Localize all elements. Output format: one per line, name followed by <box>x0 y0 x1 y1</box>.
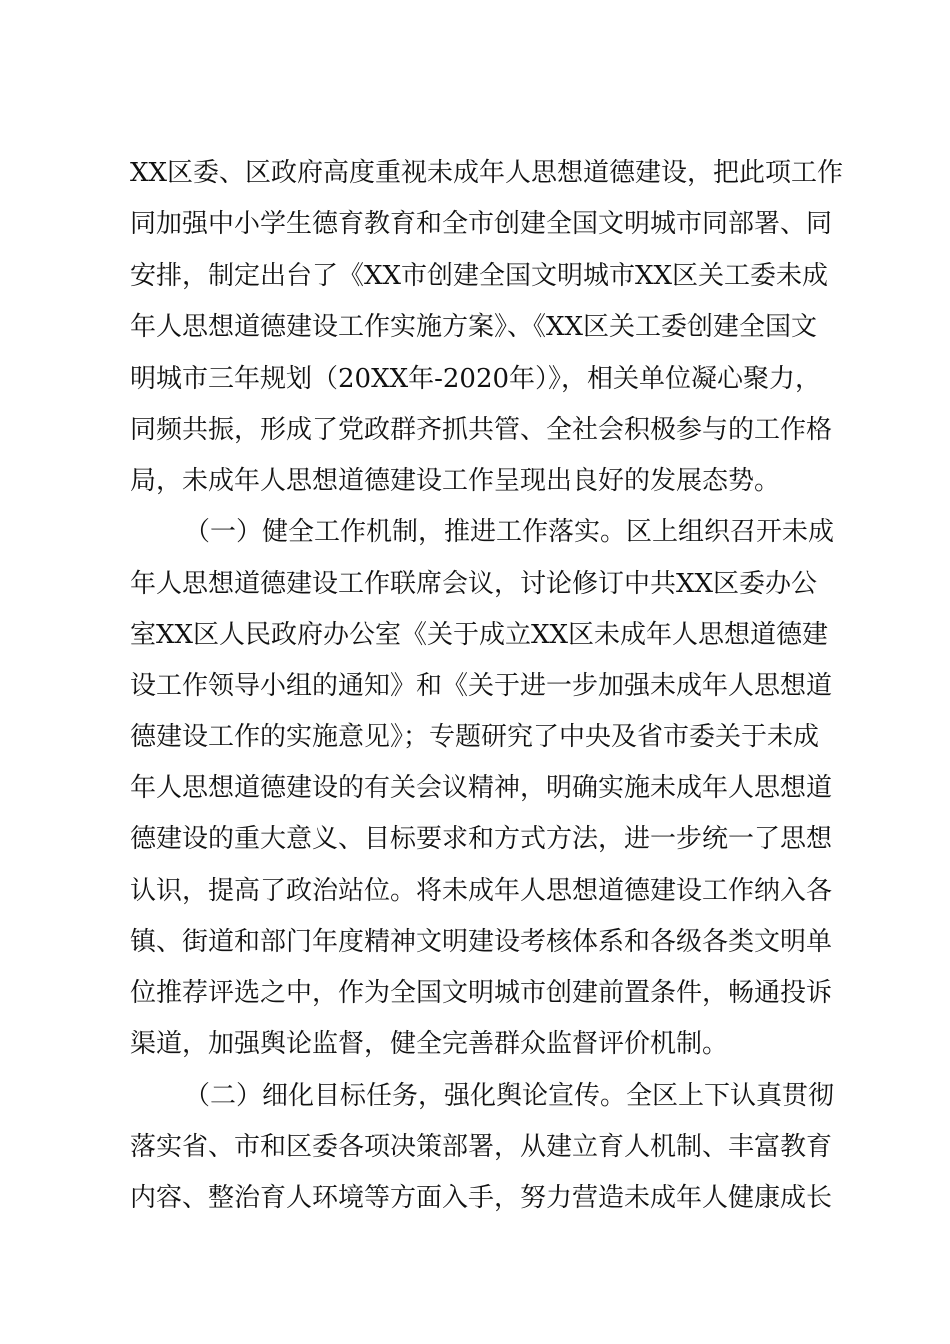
paragraph-2-line-5: 德建设工作的实施意见》；专题研究了中央及省市委关于未成 <box>130 722 820 752</box>
paragraph-1-line-4: 年人思想道德建设工作实施方案》、《XX区关工委创建全国文 <box>130 312 818 342</box>
paragraph-2-line-10: 位推荐评选之中，作为全国文明城市创建前置条件，畅通投诉 <box>130 978 833 1008</box>
paragraph-1-line-1: XX区委、区政府高度重视未成年人思想道德建设，把此项工作 <box>130 158 844 188</box>
paragraph-1-line-3: 安排，制定出台了《XX市创建全国文明城市XX区关工委未成 <box>130 261 829 291</box>
paragraph-2-line-9: 镇、街道和部门年度精神文明建设考核体系和各级各类文明单 <box>130 927 833 957</box>
paragraph-2-line-4: 设工作领导小组的通知》和《关于进一步加强未成年人思想道 <box>130 671 833 701</box>
paragraph-1-line-5: 明城市三年规划（20XX年-2020年）》，相关单位凝心聚力， <box>130 364 822 394</box>
paragraph-3-line-2: 落实省、市和区委各项决策部署，从建立育人机制、丰富教育 <box>130 1132 833 1162</box>
paragraph-3-line-1: （二）细化目标任务，强化舆论宣传。全区上下认真贯彻 <box>184 1081 835 1111</box>
paragraph-3-line-3: 内容、整治育人环境等方面入手，努力营造未成年人健康成长 <box>130 1183 833 1213</box>
paragraph-1-line-6: 同频共振，形成了党政群齐抓共管、全社会积极参与的工作格 <box>130 415 833 445</box>
paragraph-2-line-11: 渠道，加强舆论监督，健全完善群众监督评价机制。 <box>130 1029 729 1059</box>
paragraph-2-line-1: （一）健全工作机制，推进工作落实。区上组织召开未成 <box>184 517 835 547</box>
paragraph-2-line-8: 认识，提高了政治站位。将未成年人思想道德建设工作纳入各 <box>130 876 833 906</box>
paragraph-1-line-2: 同加强中小学生德育教育和全市创建全国文明城市同部署、同 <box>130 209 833 239</box>
paragraph-2-line-7: 德建设的重大意义、目标要求和方式方法，进一步统一了思想 <box>130 824 833 854</box>
paragraph-2-line-3: 室XX区人民政府办公室《关于成立XX区未成年人思想道德建 <box>130 620 829 650</box>
paragraph-1-line-7: 局，未成年人思想道德建设工作呈现出良好的发展态势。 <box>130 466 781 496</box>
paragraph-2-line-6: 年人思想道德建设的有关会议精神，明确实施未成年人思想道 <box>130 773 833 803</box>
paragraph-2-line-2: 年人思想道德建设工作联席会议，讨论修订中共XX区委办公 <box>130 569 818 599</box>
